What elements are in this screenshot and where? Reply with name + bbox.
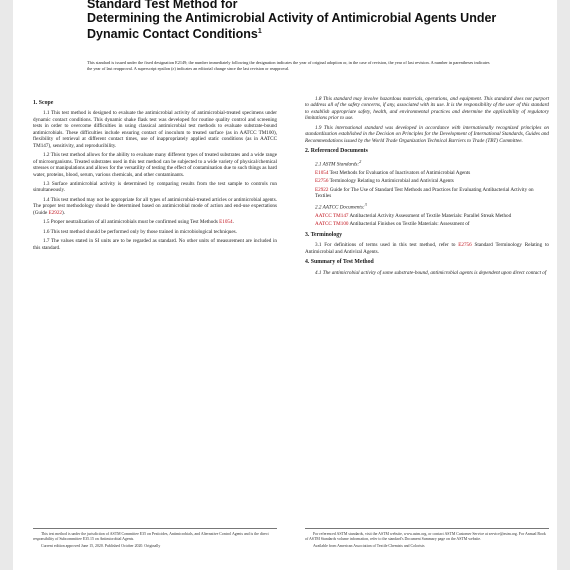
ref-code-e2756[interactable]: E2756: [315, 178, 329, 185]
paragraph-3-1: [305, 242, 549, 255]
section-heading-scope: 1. Scope: [33, 100, 54, 106]
section-heading-terminology: 3. Terminology: [305, 231, 343, 238]
footnote-3: Available from American Association of Textile Chemists and Colorists: [313, 543, 425, 548]
left-column: [33, 96, 277, 254]
paragraph-1-1: 1.1 This test method is designed to evaluate the antimicrobial activity of antimicrobial-treated specimens under dynamic contact conditions. This dynamic shake flask test was developed for routine quality control and screening tests in order to overcome difficulties in using classical antimicrobial test methods to evaluate substrate-bound antimicrobials. These difficulties include ensuring contact of inoculum to treated surface (as in AATCC TM100), flexibility of retrieval at different contact times, use of inappropriately applied static conditions (as in AATCC TM147), sensitivity, and reproducibility.: [33, 110, 277, 149]
footnotes-left: [33, 528, 277, 551]
ref-title-e1054: Test Methods for Evaluation of Inactivators of Antimicrobial Agents: [328, 169, 471, 176]
paragraph-1-9: 1.9 This international standard was developed in accordance with internationally recognized principles on standardization established in the Decision on Principles for the Development of International Standards, Guides and Recommendations issued by the World Trade Organization Technical Barriers to Trade (TBT) Committee.: [305, 124, 549, 144]
title-block: [87, 0, 527, 41]
subheading-astm-standards: [315, 159, 549, 168]
section-heading-summary: 4. Summary of Test Method: [305, 259, 374, 266]
title-prefix: Standard Test Method for: [87, 0, 238, 11]
footnote-2: For referenced ASTM standards, visit the ASTM website, www.astm.org, or contact ASTM Customer Service at service@astm.org. For Annual Book of ASTM Standards volume information, refer to the standard's Document Summary page on the ASTM website.: [305, 532, 546, 541]
paragraph-1-4-end: ).: [61, 209, 65, 216]
ref-code-tm147[interactable]: AATCC TM147: [315, 212, 349, 219]
paragraph-4-1: 4.1 The antimicrobial activity of some substrate-bound, antimicrobial agents is dependent upon direct contact of: [315, 269, 547, 276]
document-page: [13, 0, 557, 570]
right-column: [305, 96, 549, 279]
ref-code-e1054[interactable]: E1054: [315, 169, 329, 176]
paragraph-1-3: 1.3 Surface antimicrobial activity is determined by comparing results from the test sample to controls run simultaneously.: [33, 180, 277, 194]
ref-code-e2922[interactable]: E2922: [315, 186, 329, 193]
footnote-1-continued: Current edition approved June 15, 2020. Published October 2020. Originally: [41, 543, 161, 548]
document-title: [87, 11, 527, 41]
designation-note: This standard is issued under the fixed designation E2149; the number immediately following the designation indicates the year of original adoption or, in the case of revision, the year of last revision. A number in parentheses indicates the year of last reapproval. A superscript epsilon (ε) indicates an editorial change since the last revision or reapproval.: [87, 60, 490, 71]
footnote-marker-3: 3: [364, 201, 367, 207]
ref-title-e2756: Terminology Relating to Antimicrobial and Antiviral Agents: [328, 178, 454, 185]
reference-e2756: [315, 178, 549, 184]
subheading-astm-text: 2.1 ASTM Standards:: [315, 161, 360, 168]
title-footnote-marker: 1: [257, 28, 262, 35]
ref-title-tm147: Antibacterial Activity Assessment of Textile Materials: Parallel Streak Method: [348, 212, 512, 219]
ref-link-e2922[interactable]: E2922: [48, 209, 62, 216]
ref-title-tm100: Antibacterial Finishes on Textile Materials: Assessment of: [348, 221, 470, 228]
paragraph-1-4-text: 1.4 This test method may not be appropriate for all types of antimicrobial-treated articles or antimicrobial agents. The proper test methodology should be determined based on antimicrobial mode of action and end-use expectations (Guide: [33, 196, 277, 216]
reference-aatcc-tm100: [315, 221, 549, 227]
document-title-text: Determining the Antimicrobial Activity of Antimicrobial Agents Under Dynamic Contact Conditions: [87, 11, 497, 42]
paragraph-3-1-end: Standard Terminology Relating to Antimicrobial and Antiviral Agents.: [305, 242, 549, 255]
reference-aatcc-tm147: [315, 213, 549, 219]
footnote-marker-2: 2: [359, 158, 362, 164]
paragraph-1-6: 1.6 This test method should be performed only by those trained in microbiological techniques.: [43, 228, 237, 235]
paragraph-1-8: 1.8 This standard may involve hazardous materials, operations, and equipment. This standard does not purport to address all of the safety concerns, if any, associated with its use. It is the responsibility of the user of this standard to establish appropriate safety, health, and environmental practices and determine the applicability of regulatory limitations prior to use.: [305, 96, 549, 122]
paragraph-1-5: [33, 219, 277, 225]
ref-link-e2756[interactable]: E2756: [458, 242, 472, 249]
subheading-aatcc-documents: [315, 202, 549, 211]
paragraph-3-1-text: 3.1 For definitions of terms used in this test method, refer to: [315, 242, 459, 249]
ref-title-e2922: Guide for The Use of Standard Test Methods and Practices for Evaluating Antibacterial Activity on Textiles: [315, 186, 534, 200]
ref-code-tm100[interactable]: AATCC TM100: [315, 221, 349, 228]
paragraph-1-5-end: .: [232, 219, 234, 226]
section-heading-referenced-documents: 2. Referenced Documents: [305, 148, 368, 155]
subheading-aatcc-text: 2.2 AATCC Documents:: [315, 204, 365, 211]
paragraph-1-2: 1.2 This test method allows for the ability to evaluate many different types of treated substrates and a wide range of microorganisms. Treated substrates used in this test method can be subjected to a wide variety of physical/chemical stresses or manipulations and allows for the versatility of testing the effect of contamination due to such things as hard water, proteins, blood, serum, various chemicals, and other contaminants.: [33, 152, 277, 178]
footnote-1: This test method is under the jurisdiction of ASTM Committee E35 on Pesticides, Antimicrobials, and Alternative Control Agents and is the direct responsibility of Subcommittee E35.15 on Antimicrobial Agents.: [33, 532, 269, 541]
paragraph-1-7: 1.7 The values stated in SI units are to be regarded as standard. No other units of measurement are included in this standard.: [33, 238, 277, 251]
reference-e1054: [315, 170, 549, 176]
paragraph-1-5-text: 1.5 Proper neutralization of all antimicrobials must be confirmed using Test Methods: [43, 219, 220, 226]
footnotes-right: [305, 528, 549, 551]
reference-e2922: [315, 187, 549, 200]
paragraph-1-4: [33, 197, 277, 216]
ref-link-e1054[interactable]: E1054: [219, 219, 233, 226]
